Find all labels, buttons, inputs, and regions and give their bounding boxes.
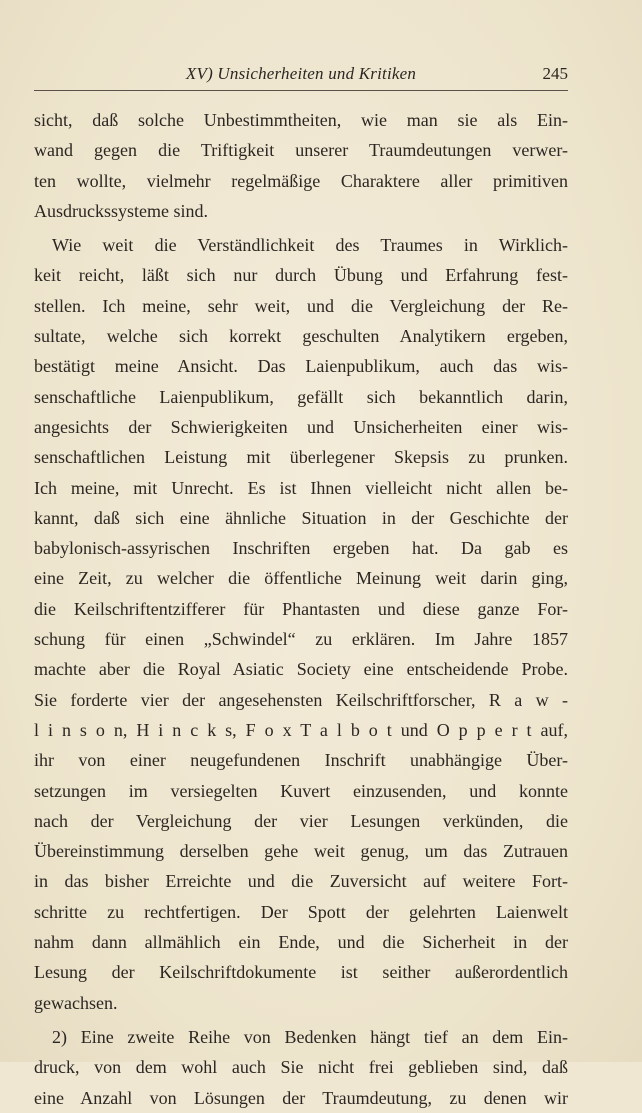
text-line: in das bisher Erreichte und die Zuversicht auf weitere Fort- <box>34 871 568 892</box>
text-line: eine Zeit, zu welcher die öffentliche Meinung weit darin ging, <box>34 568 568 589</box>
text-line: nahm dann allmählich ein Ende, und die Sicherheit in der <box>34 932 568 953</box>
page-number: 245 <box>542 64 568 83</box>
text-line: schritte zu rechtfertigen. Der Spott der gelehrten Laienwelt <box>34 901 568 922</box>
text-line: sultate, welche sich korrekt geschulten Analytikern ergeben, <box>34 326 568 347</box>
text-line: ten wollte, vielmehr regelmäßige Charaktere aller primitiven <box>34 170 568 191</box>
text-line: 2) Eine zweite Reihe von Bedenken hängt tief an dem Ein- <box>52 1026 568 1047</box>
text-line: Sie forderte vier der angesehensten Keilschriftforscher, R a w - <box>34 689 568 710</box>
text-line: wand gegen die Triftigkeit unserer Traumdeutungen verwer- <box>34 140 568 161</box>
text-line: Ausdruckssysteme sind. <box>34 200 208 221</box>
text-line: schung für einen „Schwindel“ zu erklären. Im Jahre 1857 <box>34 629 568 650</box>
text-line: nach der Vergleichung der vier Lesungen verkünden, die <box>34 810 568 831</box>
text-line: Lesung der Keilschriftdokumente ist seither außerordentlich <box>34 962 568 983</box>
text-line: setzungen im versiegelten Kuvert einzusenden, und konnte <box>34 780 568 801</box>
running-header <box>34 60 568 91</box>
text-line: babylonisch-assyrischen Inschriften ergeben hat. Da gab es <box>34 538 568 559</box>
text-line: machte aber die Royal Asiatic Society eine entscheidende Probe. <box>34 659 568 680</box>
text-line: Übereinstimmung derselben gehe weit genug, um das Zutrauen <box>34 841 568 862</box>
text-line: senschaftlichen Leistung mit überlegener Skepsis zu prunken. <box>34 447 568 468</box>
text-line: sicht, daß solche Unbestimmtheiten, wie man sie als Ein- <box>34 110 568 130</box>
text-line: l i n s o n, H i n c k s, F o x T a l b o t und O p p e r t auf, <box>34 719 568 740</box>
text-line: die Keilschriftentzifferer für Phantasten und diese ganze For- <box>34 598 568 619</box>
text-line: stellen. Ich meine, sehr weit, und die Vergleichung der Re- <box>34 295 568 316</box>
body-text <box>34 105 568 1113</box>
text-line: bestätigt meine Ansicht. Das Laienpublikum, auch das wis- <box>34 356 568 377</box>
text-line: ihr von einer neugefundenen Inschrift unabhängige Über- <box>34 750 568 771</box>
text-line: Wie weit die Verständlichkeit des Traumes in Wirklich- <box>52 235 568 256</box>
text-line: kannt, daß sich eine ähnliche Situation in der Geschichte der <box>34 507 568 528</box>
running-title: XV) Unsicherheiten und Kritiken <box>185 64 417 83</box>
text-line: gewachsen. <box>34 992 118 1013</box>
text-line: eine Anzahl von Lösungen der Traumdeutung, zu denen wir <box>34 1087 568 1108</box>
text-line: angesichts der Schwierigkeiten und Unsicherheiten einer wis- <box>34 416 568 437</box>
text-line: keit reicht, läßt sich nur durch Übung und Erfahrung fest- <box>34 265 568 286</box>
text-line: Ich meine, mit Unrecht. Es ist Ihnen vielleicht nicht allen be- <box>34 477 568 498</box>
text-line: druck, von dem wohl auch Sie nicht frei geblieben sind, daß <box>34 1057 568 1078</box>
text-line: senschaftliche Laienpublikum, gefällt sich bekanntlich darin, <box>34 386 568 407</box>
